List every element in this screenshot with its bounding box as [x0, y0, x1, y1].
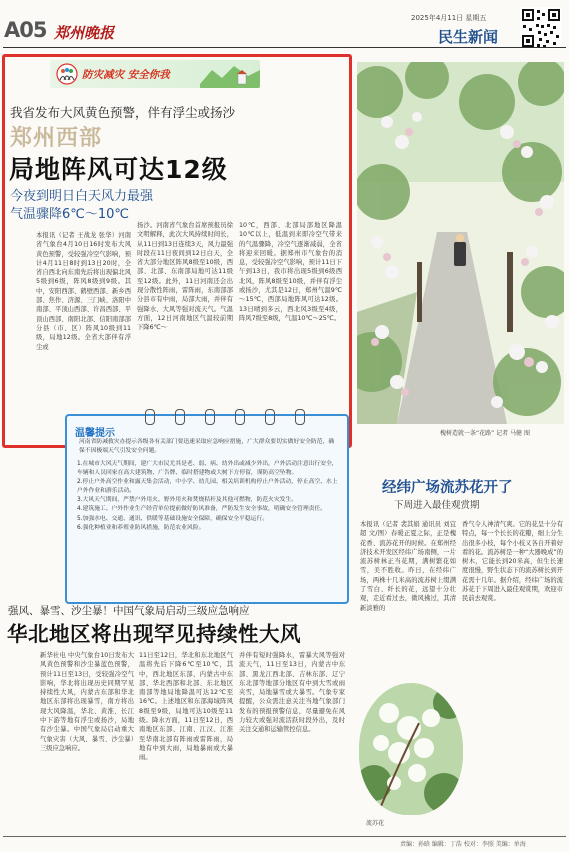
people-logo-icon — [56, 62, 78, 86]
lead-column-2 — [137, 221, 233, 393]
flower-text-1: 本报讯（记者 裴其娟 通讯员 刘宜超 文/图）春暖正夏之际，正是槐花香、流苏花开的时候。在郑州经济技术开发区经纬广场南侧，一片流苏树林正当花期，满树繁花如雪，美不胜收。昨日，在经纬广场，两株十几米高的流苏树上缀满了雪白、纤长的花，远望十分壮观，走近看过去，微风拂过，其清新淡雅的 — [360, 521, 456, 612]
lead-text-2: 扬沙。河南省气象台首席预报员徐文明解释，此次大风持续时间长，从11日到13日连续3天，风力最强时段在11日夜间到12日白天，全省大部分地区阵风8级至10级，西部、北部、东南部局地可达11级至12级。此外，11日河南还会出现分散性阵雨，雷阵雨，东南部部分县市有中雨，局部大雨，并伴有强降水、大风等强对流天气。气温方面，12日河南地区气温较前期下降6℃～ — [137, 222, 233, 332]
north-column-2 — [139, 651, 233, 833]
north-kicker: 强风、暴雪、沙尘暴！中国气象局启动三级应急响应 — [8, 605, 250, 617]
section-title: 民生新闻 — [438, 28, 499, 46]
flower-subhead: 下周进入最佳观赏期 — [394, 500, 480, 511]
lead-text-1: 本报讯（记者 王战龙 张华）河南省气象台4月10日16时发布大风黄色预警，受较强冷空气影响，预计4月11日8时到13日20时，全省自西北向东南先后将出现偏北风5级到6级，阵风8级到9级。其中，安阳西部、鹤壁西部、新乡西部、焦作、济源、三门峡、洛阳中南部、平顶山西部、许昌西部、平顶山西部、南阳北部、信阳南部部分县（市、区）阵风10级到11级，局地12级。全省大部伴有浮尘或 — [36, 232, 131, 351]
flower-headline: 经纬广场流苏花开了 — [382, 480, 513, 496]
masthead-logo: 郑州晚报 — [54, 24, 115, 42]
tip-list — [77, 460, 339, 533]
lead-place: 郑州西部 — [10, 125, 103, 151]
ring-icon — [235, 409, 245, 425]
lead-column-1 — [36, 231, 131, 393]
ring-icon — [145, 409, 155, 425]
north-text-2: 11日至12日，华北和东北地区气温将先后下降6℃至10℃，其中，西北地区东部、内蒙古中东部、华北西部和北部、东北地区南部等地局地降温可达12℃至16℃。上述地区和东部海域阵风8级至9级，局地可达10级至11级。降水方面，11日至12日，西南地区东部、江南、江汉、江淮至华南北部有阵雨或雷阵雨，局地有中到大雨，局地暴雨或大暴雨。 — [139, 652, 233, 762]
flower-column-1 — [360, 520, 456, 684]
north-text-1: 新华社电 中央气象台10日发布大风黄色预警和沙尘暴蓝色预警，预计11日至13日，受较强冷空气影响，华北将出现历史同期罕见持续性大风，内蒙古东部和华北地区东部将出现暴雪，南方将出现大风降温，华北、黄淮、长江中下游等地有浮尘或扬沙，局地有沙尘暴。中国气象局启动重大气象灾害（大风、暴雪、沙尘暴）三级应急响应。 — [40, 652, 134, 752]
lead-column-3 — [239, 221, 342, 393]
ring-icon — [175, 409, 185, 425]
lead-text-3: 10℃，西部、北部局部地区降温10℃以上，低温到来即冷空气带来的气温骤降，冷空气逐渐减弱，全省将迎来回暖。据郑州市气象台的消息，受较强冷空气影响，预计11日下午到13日，我市将出现5级到6级西北风，阵风8级至10级，并伴有浮尘或扬沙，尤其是12日，郑州气温9℃～15℃，西部局地阵风可达12级。13日晴到多云，西北风3级至4级，阵风7级至8级，气温10℃～25℃。 — [239, 222, 342, 322]
fringe-flower-photo — [359, 683, 463, 815]
tip-card — [65, 414, 349, 604]
tip-item: 4.建筑施工、户外作业生产经营单位提前做好防风准备，严防发生安全事故，明确安全管理责任。 — [77, 506, 327, 513]
flower-photo-caption: 流苏花 — [366, 820, 385, 827]
ring-icon — [295, 409, 305, 425]
qr-code-icon — [520, 7, 562, 49]
disaster-prevention-banner — [50, 60, 260, 88]
banner-text: 防灾减灾 安全你我 — [82, 69, 170, 81]
tip-intro: 河南省防减救灾办提示各级各有关部门要迅速采取应急响应措施，广大群众要切实做好安全防范，确保不因极端天气引发安全问题。 — [79, 439, 335, 454]
lead-kicker: 我省发布大风黄色预警，伴有浮尘或扬沙 — [10, 105, 236, 120]
tip-item: 2.停止户外高空作业和露天集会活动，中小学、幼儿园、相关培训机构停止户外活动，停止高空、水上户外作业和游乐活动。 — [77, 479, 338, 495]
ring-icon — [265, 409, 275, 425]
footer-credits: 责编：孙晗 编辑：丁浩 校对：李照 美编：单海 — [400, 841, 526, 848]
tip-item: 6.强化种植业和养殖业防风措施，防范农业风险。 — [77, 524, 205, 531]
tip-item: 1.在城市大风天气期间，建广大市民尤其是老、弱、病、幼外出或减少外出，户外活动注意出行安全，车辆和人员回家在高大建筑物、广告牌、临时搭建物或大树下方停留，谨防高空坠物。 — [77, 461, 338, 477]
tip-item: 3.大风天气期间，严禁户外用火、野外用火和焚烧秸秆及其他可燃物，防范火灾发生。 — [77, 497, 298, 504]
flower-text-2: 香气令人神清气爽。它的花呈十分有特点，每一个长长的花瓣，细上分生出很多小枝，每个小枝又各自开着好看的花。流苏树是一种“大器晚成”的树木，它能长到20米高，但生长速度很慢，野生状态下的流苏树长到开花需十几年。据介绍，经纬广场的流苏花于下周进入最佳观赏期，欢迎市民前去观赏。 — [462, 521, 563, 603]
north-headline: 华北地区将出现罕见持续性大风 — [7, 622, 301, 646]
footer-rule — [3, 836, 566, 837]
lead-subhead-1: 今夜到明日白天风力最强 — [10, 189, 154, 204]
north-column-3 — [239, 651, 345, 833]
tip-title: 温馨提示 — [75, 428, 115, 439]
lead-subhead-2: 气温骤降6℃～10℃ — [10, 207, 130, 222]
page-number: A05 — [4, 18, 47, 42]
street-flower-photo — [357, 62, 564, 424]
flower-column-2 — [462, 520, 563, 832]
photo1-caption: 槐树造就一条“花路” 记者 马健 图 — [440, 430, 530, 437]
north-text-3: 并伴有短时强降水，雷暴大风等强对流天气，11日至13日，内蒙古中东部、黑龙江西北部、吉林东部、辽宁东北部等地部分地区有中到大雪或雨夹雪，局地暴雪或大暴雪。气象专家提醒，公众需注意关注当地气象部门发布的预报预警信息，尽量避免在风力较大或强对流活跃时段外出，及时关注交通和运输管控信息。 — [239, 652, 345, 734]
lead-headline: 局地阵风可达12级 — [9, 155, 228, 184]
ring-icon — [205, 409, 215, 425]
header-rule — [3, 47, 566, 48]
banner-landscape-icon — [200, 60, 260, 88]
north-column-1 — [40, 651, 134, 833]
tip-item: 5.加强水电、交通、通讯、供暖等基础设施安全保障，确保安全平稳运行。 — [77, 515, 269, 522]
issue-date: 2025年4月11日 星期五 — [411, 14, 487, 22]
